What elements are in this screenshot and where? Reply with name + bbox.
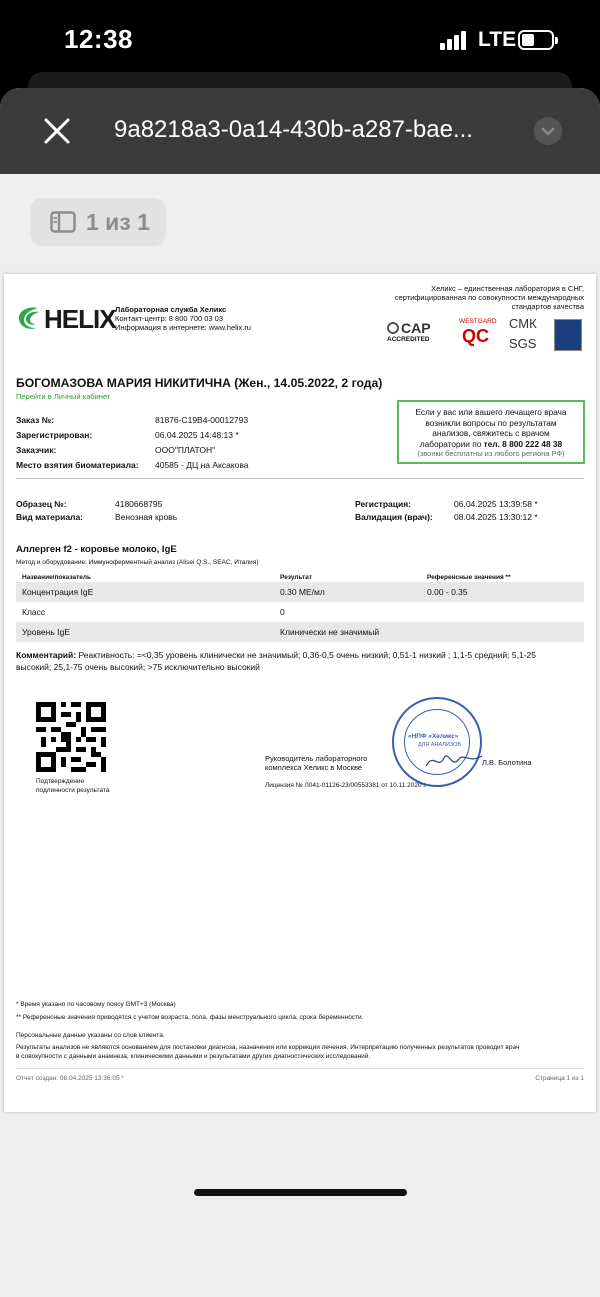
license: Лицензия № Л041-01126-23/00553381 от 10.11.2020 г. <box>265 782 427 789</box>
cert-text-1: Хеликс – единственная лаборатория в СНГ, <box>431 284 584 293</box>
cabinet-link[interactable]: Перейти в Личный кабинет <box>16 392 111 401</box>
sidebar-icon <box>50 211 76 233</box>
status-time: 12:38 <box>64 24 133 54</box>
westgard-qc-logo: WESTGARD QC <box>459 318 497 346</box>
table-row: Класс 0 <box>22 607 285 617</box>
page-indicator-label: 1 из 1 <box>86 209 150 235</box>
footnote-4: Результаты анализов не являются основанием для постановки диагноза, назначения или коррекции лечения. Интерпретацию полученных результатов проводит врач <box>16 1044 520 1051</box>
home-indicator[interactable] <box>194 1189 407 1196</box>
smk-sgs-logo: СМК SGS <box>509 316 537 351</box>
qr-caption-1: Подтверждение <box>36 778 85 785</box>
method-text: Метод и оборудование: Иммуноферментный анализ (Alisei Q.S., SEAC, Италия) <box>16 559 259 566</box>
signature <box>424 748 484 772</box>
test-title: Аллерген f2 - коровье молоко, IgE <box>16 544 177 555</box>
patient-name: БОГОМАЗОВА МАРИЯ НИКИТИЧНА (Жен., 14.05.2022, 2 года) <box>16 376 383 390</box>
footnote-2: ** Референсные значения приводятся с учетом возраста, пола, фазы менструального цикла, срока беременности. <box>16 1014 364 1021</box>
lab-report-page: HELIX Лабораторная служба Хеликс Контакт-центр: 8 800 700 03 03 Информация в интернете: www.helix.ru Хеликс – единственная лаборатория в СНГ, сертифицированная по совокупности международных стандартов качества CAP ACCREDITED WESTGARD QC СМК SGS БОГОМАЗОВА МАРИЯ НИКИТИЧНА (Жен., 14.05.2022, 2 года) Перейти в Личный кабинет Заказ №: 81876-C19B4-00012793 Зарегистрирован: 06.04.2025 14:48:13 * Заказчик: ООО"ПЛАТОН" Место взятия биоматериала: 40585 - ДЦ на Аксакова Если у вас или вашего лечащего врача возникли вопросы по результатам анализов, свяжитесь с врачом лаборатории по тел. 8 800 222 48 38 (звонки бесплатны из любого региона РФ) Образец №: 4180668795 Вид материала: Венозная кровь Регистрация: 06.04.2025 13:39:58 * Валидация (врач): 08.04.2025 13:30:12 * Аллерген f2 - коровье молоко, IgE Метод и оборудование: Иммуноферментный анализ (Alisei Q.S., SEAC, Италия) Название/показатель Результат Референсные значения ** Концентрация IgE 0.30 МЕ/мл 0.00 - 0.35 Класс 0 Уровень IgE Клинически не значимый Комментарий: Реактивность: =<0,35 уровень клинически не значимый; 0,36-0,5 очень низкий; 0,51-1 низкий ; 1,1-5 средний; 5,1-25 высокий; 25,1-75 очень высокий; >75 исключительно высокий Подтверждение подлинности результата Руководитель лабораторного комплекса Хеликс в Москве «НПФ «Хеликс» ДЛЯ АНАЛИЗОВ Л.В. Болотина Лицензия № Л041-01126-23/00553381 от 10.11.2020 г. * Время указано по часовому поясу GMT+3 (Москва) ** Референсные значения приводятся с учетом возраста, пола, фазы менструального цикла, срока беременности. Персональные данные указаны со слов клиента. Результаты анализов не являются основанием для постановки диагноза, назначения или коррекции лечения. Интерпретацию полученных результатов проводит врач в совокупности с данными анамнеза, клиническими данными и результатами других диагностических исследований. Отчет создан: 08.04.2025 13:36:05 * Страница 1 из 1 <box>4 274 596 1112</box>
head-title-1: Руководитель лабораторного <box>265 754 368 763</box>
close-icon[interactable] <box>42 116 72 146</box>
comment-line2: высокий; 25,1-75 очень высокий; >75 исключительно высокий <box>16 662 260 672</box>
document-viewer <box>0 88 600 1297</box>
helix-logo-icon <box>16 304 42 332</box>
cert-text-3: стандартов качества <box>511 302 584 311</box>
page-number: Страница 1 из 1 <box>535 1075 584 1082</box>
viewer-header <box>0 88 600 174</box>
lab-contact: Контакт-центр: 8 800 700 03 03 <box>115 314 224 323</box>
qr-caption-2: подлинности результата <box>36 787 110 794</box>
chevron-down-icon[interactable] <box>534 117 562 145</box>
footnote-5: в совокупности с данными анамнеза, клиническими данными и результатами других диагностических исследований. <box>16 1053 371 1060</box>
head-name: Л.В. Болотина <box>482 758 532 767</box>
battery-icon <box>518 30 554 50</box>
global-logo <box>554 319 582 351</box>
footnote-3: Персональные данные указаны со слов клиента. <box>16 1032 165 1039</box>
cap-logo: CAP ACCREDITED <box>387 320 431 343</box>
qr-code[interactable] <box>36 702 106 772</box>
head-title-2: комплекса Хеликс в Москве <box>265 763 363 772</box>
table-row: Уровень IgE Клинически не значимый <box>16 622 584 642</box>
contact-doctor-box: Если у вас или вашего лечащего врача возникли вопросы по результатам анализов, свяжитесь с врачом лаборатории по тел. 8 800 222 48 38 (звонки бесплатны из любого региона РФ) <box>397 400 585 464</box>
report-created: Отчет создан: 08.04.2025 13:36:05 * <box>16 1075 124 1082</box>
comment: Комментарий: Реактивность: =<0,35 уровень клинически не значимый; 0,36-0,5 очень низкий; 0,51-1 низкий ; 1,1-5 средний; 5,1-25 <box>16 650 537 660</box>
page-indicator[interactable] <box>30 198 166 246</box>
table-row: Концентрация IgE 0.30 МЕ/мл 0.00 - 0.35 <box>16 582 584 602</box>
lab-website: Информация в интернете: www.helix.ru <box>115 323 251 332</box>
footnote-1: * Время указано по часовому поясу GMT+3 (Москва) <box>16 1001 176 1008</box>
stamp-seal: «НПФ «Хеликс» ДЛЯ АНАЛИЗОВ <box>392 697 482 787</box>
cert-text-2: сертифицированная по совокупности международных <box>394 293 584 302</box>
document-title: 9a8218a3-0a14-430b-a287-bae... <box>114 116 473 143</box>
network-type: LTE <box>478 28 517 51</box>
lab-name: Лабораторная служба Хеликс <box>115 305 227 314</box>
helix-logo-text: HELIX <box>44 304 116 334</box>
